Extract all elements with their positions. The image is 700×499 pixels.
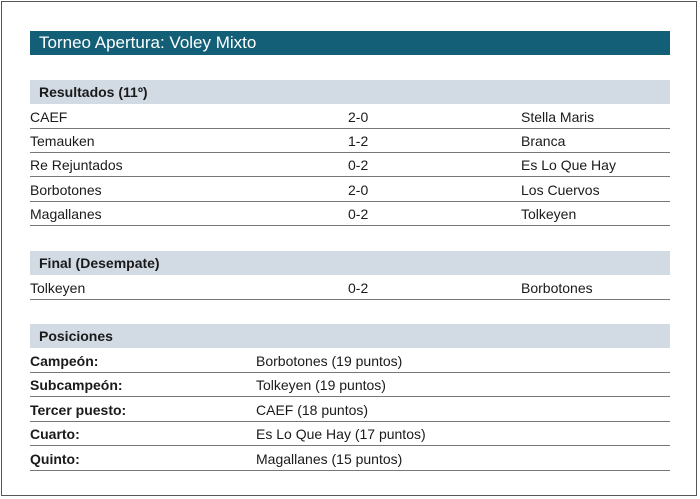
home-team: Tolkeyen [30, 280, 86, 296]
standing-team: Tolkeyen (19 puntos) [256, 377, 386, 393]
result-row [30, 129, 670, 153]
standing-team: CAEF (18 puntos) [256, 402, 369, 418]
away-team: Borbotones [521, 280, 593, 296]
standing-row [30, 349, 670, 373]
match-score: 0-2 [348, 206, 369, 222]
results-heading: Resultados (11º) [30, 80, 670, 104]
page-title: Torneo Apertura: Voley Mixto [30, 31, 670, 55]
result-row [30, 105, 670, 129]
away-team: Branca [521, 133, 566, 149]
standing-position: Tercer puesto: [30, 402, 127, 418]
final-heading: Final (Desempate) [30, 251, 670, 275]
match-score: 2-0 [348, 182, 369, 198]
final-row [30, 276, 670, 300]
standing-team: Es Lo Que Hay (17 puntos) [256, 426, 426, 442]
standing-position: Quinto: [30, 451, 80, 467]
match-score: 0-2 [348, 280, 369, 296]
home-team: CAEF [30, 109, 68, 125]
match-score: 0-2 [348, 157, 369, 173]
result-row [30, 202, 670, 226]
away-team: Es Lo Que Hay [521, 157, 616, 173]
standing-row [30, 398, 670, 422]
away-team: Los Cuervos [521, 182, 600, 198]
match-score: 1-2 [348, 133, 369, 149]
standing-row [30, 447, 670, 471]
match-score: 2-0 [348, 109, 369, 125]
standing-position: Campeón: [30, 353, 99, 369]
home-team: Magallanes [30, 206, 102, 222]
standing-position: Subcampeón: [30, 377, 123, 393]
home-team: Temauken [30, 133, 95, 149]
result-row [30, 178, 670, 202]
result-row [30, 153, 670, 177]
home-team: Re Rejuntados [30, 157, 123, 173]
away-team: Tolkeyen [521, 206, 577, 222]
standing-row [30, 373, 670, 397]
away-team: Stella Maris [521, 109, 595, 125]
standing-position: Cuarto: [30, 426, 80, 442]
standing-row [30, 422, 670, 446]
home-team: Borbotones [30, 182, 102, 198]
standing-team: Borbotones (19 puntos) [256, 353, 403, 369]
standings-heading: Posiciones [30, 324, 670, 348]
standing-team: Magallanes (15 puntos) [256, 451, 403, 467]
